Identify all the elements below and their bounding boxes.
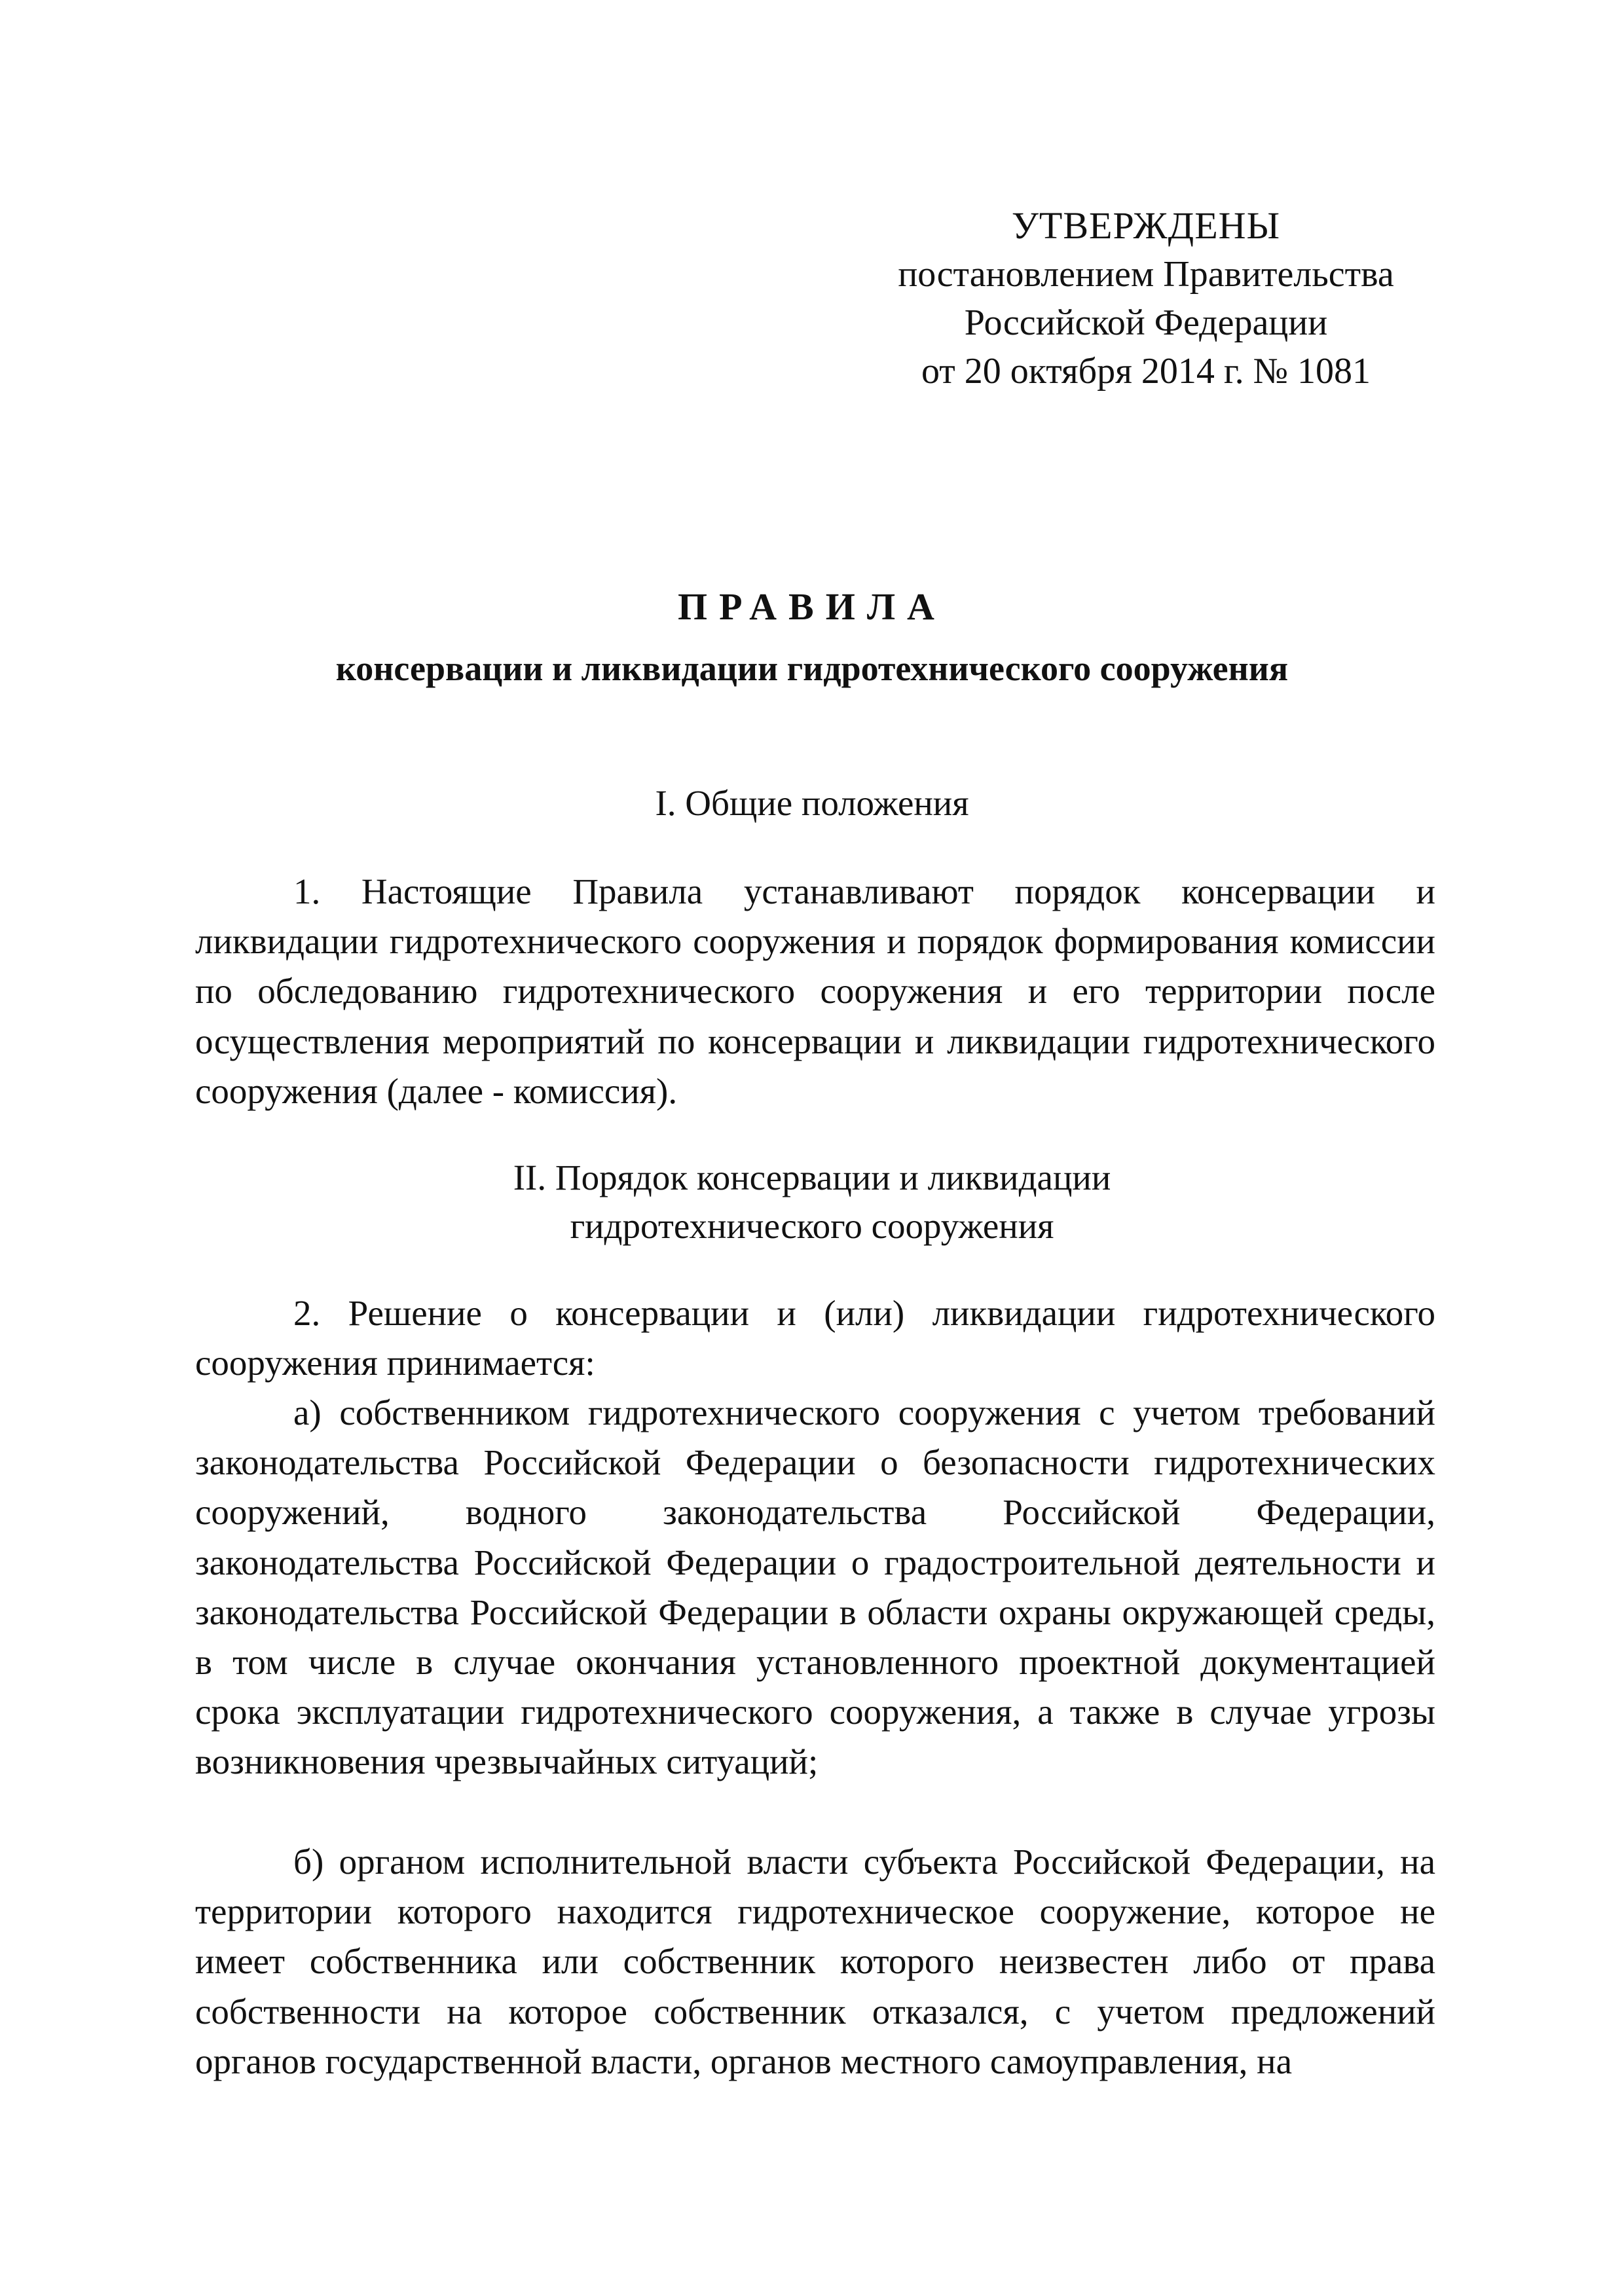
section-2-heading-line-1: II. Порядок консервации и ликвидации: [513, 1157, 1111, 1197]
section-1-heading: I. Общие положения: [655, 783, 969, 823]
paragraph-2a: а) собственником гидротехнического сооружения с учетом требований законодательства Российской Федерации о безопасности гидротехнических сооружений, водного законодательства Российской Федерации, законодательства Российской Федерации о градостроительной деятельности и законодательства Российской Федерации в области охраны окружающей среды, в том числе в случае окончания установленного проектной документацией срока эксплуатации гидротехнического сооружения, а также в случае угрозы возникновения чрезвычайных ситуаций;: [195, 1393, 1435, 1782]
approval-line-1: постановлением Правительства: [898, 254, 1394, 295]
document-title: ПРАВИЛА: [678, 585, 946, 628]
approval-heading: УТВЕРЖДЕНЫ: [1011, 204, 1281, 247]
section-2-heading: [0, 1154, 1624, 1250]
approval-line-3: от 20 октября 2014 г. № 1081: [921, 351, 1371, 392]
paragraph-2b: б) органом исполнительной власти субъекта Российской Федерации, на территории которого находится гидротехническое сооружение, которое не имеет собственника или собственник которого неизвестен либо от права собственности на которое собственник отказался, с учетом предложений органов государственной власти, органов местного самоуправления, на: [195, 1842, 1435, 2081]
paragraph-2: 2. Решение о консервации и (или) ликвидации гидротехнического сооружения принимается:: [195, 1293, 1435, 1383]
approval-block: [851, 202, 1441, 395]
approval-line-2: Российской Федерации: [964, 302, 1328, 343]
paragraph-1: 1. Настоящие Правила устанавливают порядок консервации и ликвидации гидротехнического сооружения и порядок формирования комиссии по обследованию гидротехнического сооружения и его территории после осуществления мероприятий по консервации и ликвидации гидротехнического сооружения (далее - комиссия).: [195, 871, 1435, 1111]
section-2-heading-line-2: гидротехнического сооружения: [570, 1206, 1054, 1246]
document-subtitle: консервации и ликвидации гидротехнического сооружения: [335, 649, 1289, 688]
